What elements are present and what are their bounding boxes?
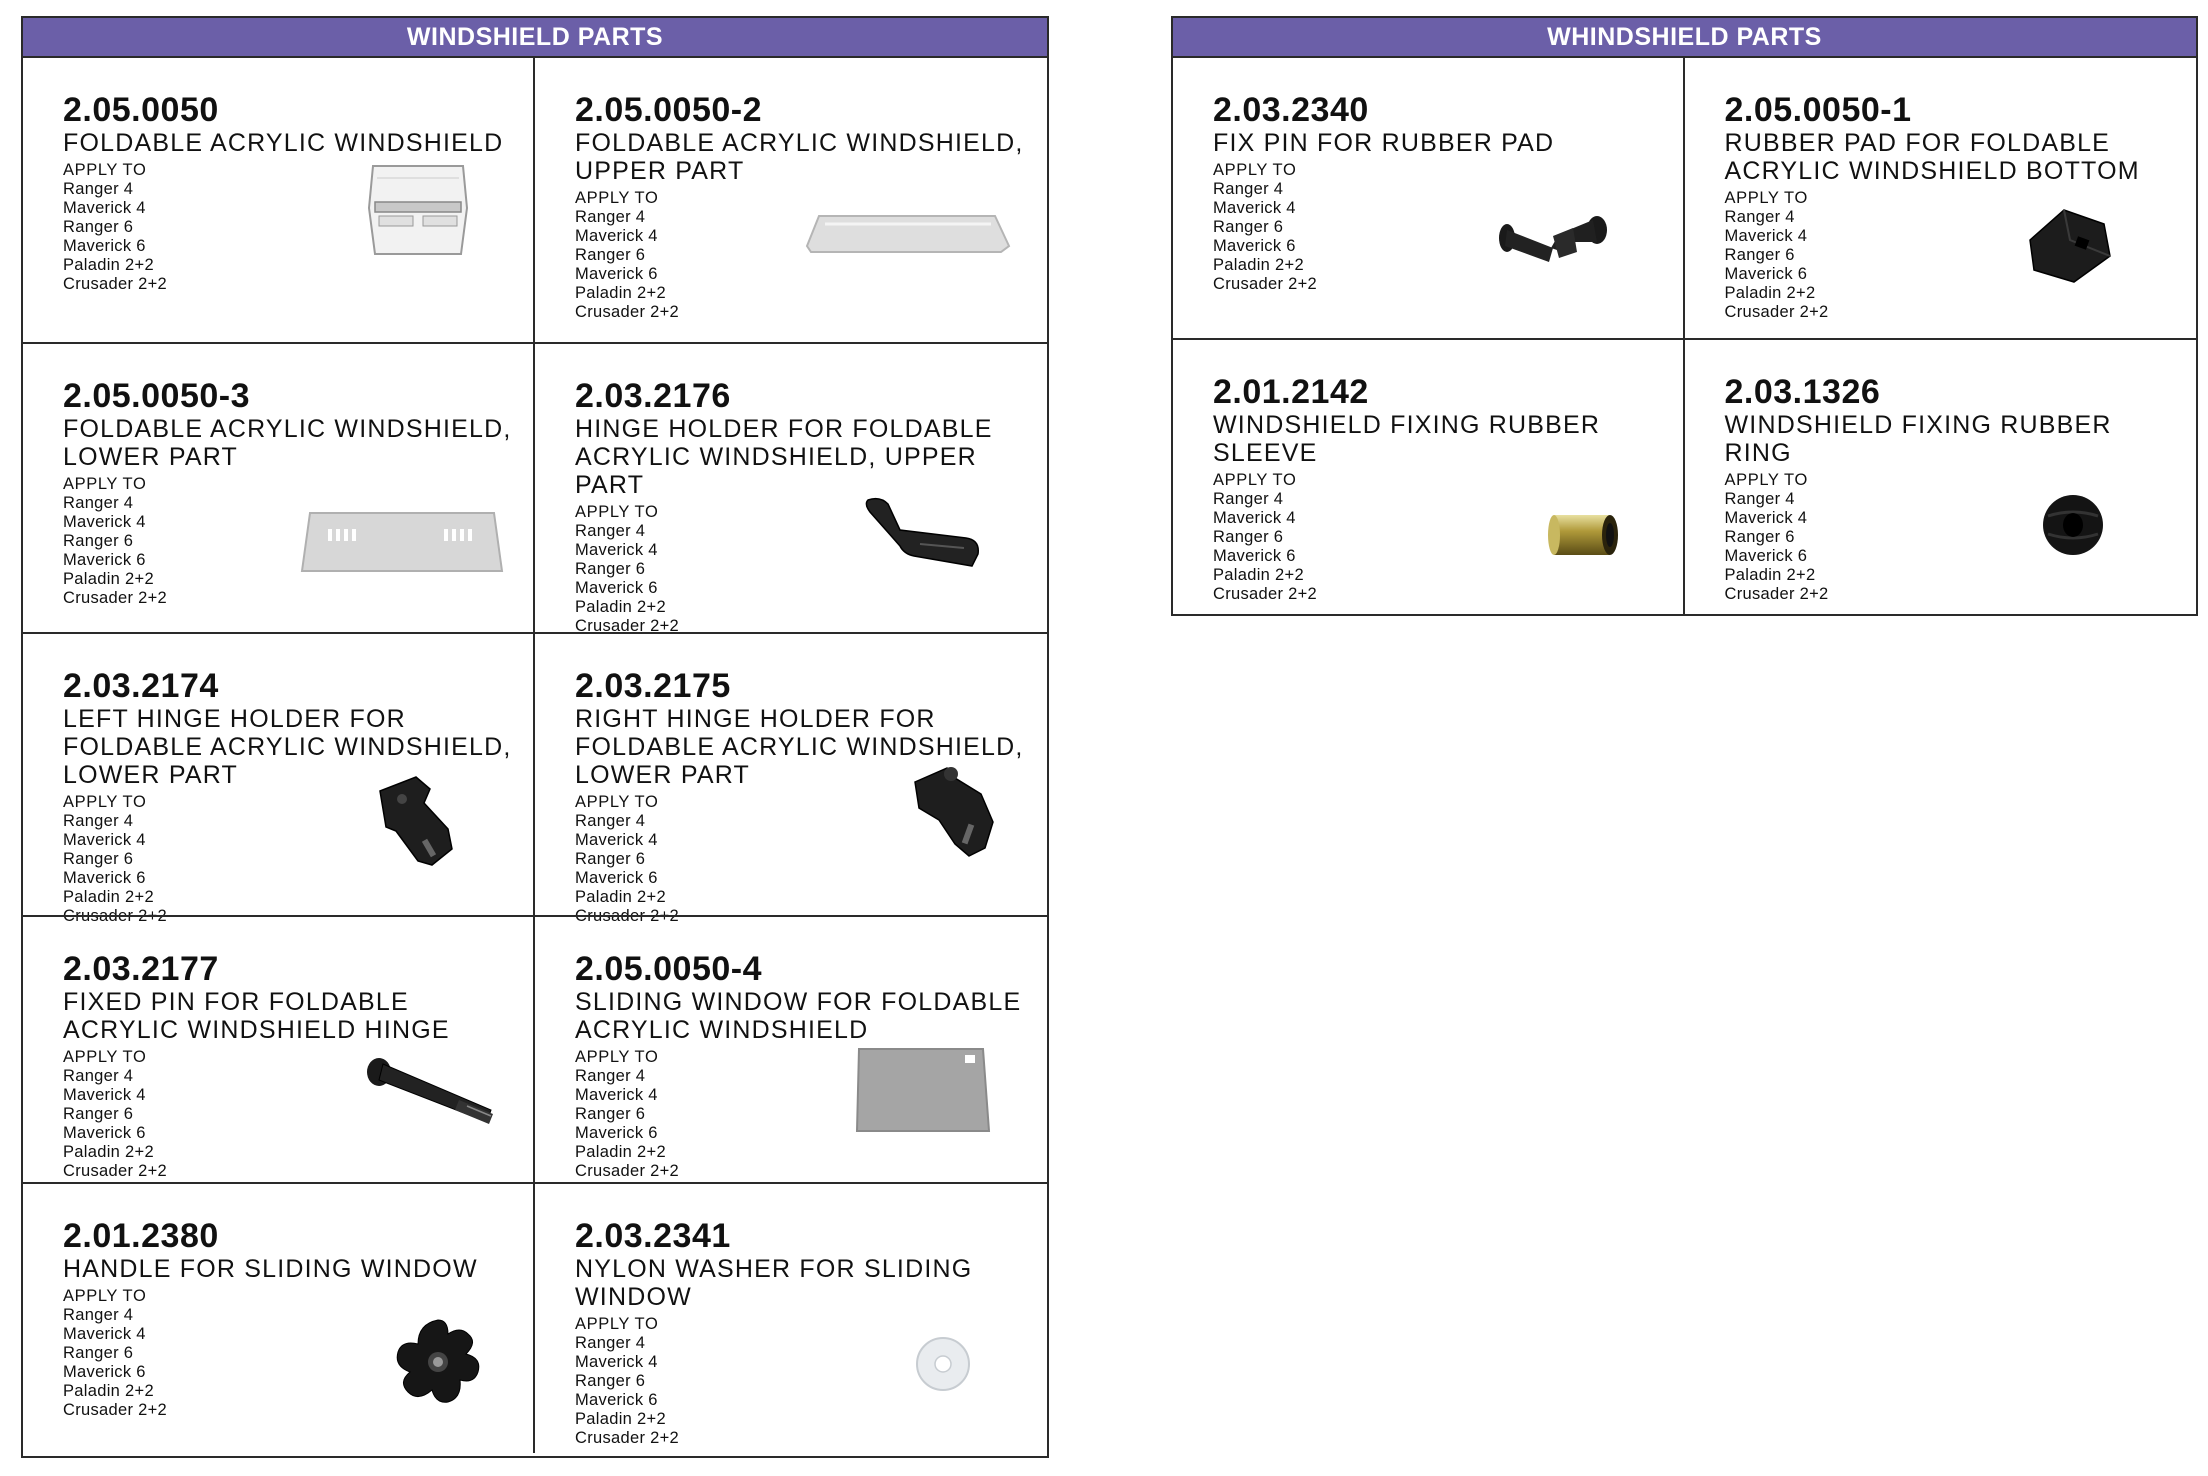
foldable-windshield-image — [363, 158, 473, 258]
windshield-lower-part-image — [298, 509, 508, 579]
apply-to-label: APPLY TO — [63, 1048, 147, 1066]
part-title: LEFT HINGE HOLDER FOR FOLDABLE ACRYLIC WINDSHIELD, LOWER PART — [63, 705, 512, 789]
part-title: SLIDING WINDOW FOR FOLDABLE ACRYLIC WINDSHIELD — [575, 988, 1022, 1044]
model-item: Paladin 2+2 — [575, 1143, 666, 1161]
part-code: 2.05.0050-2 — [575, 91, 762, 129]
model-item: Crusader 2+2 — [63, 907, 168, 925]
apply-to-label: APPLY TO — [575, 189, 659, 207]
part-title: FIXED PIN FOR FOLDABLE ACRYLIC WINDSHIELD HINGE — [63, 988, 450, 1044]
model-item: Maverick 6 — [63, 869, 146, 887]
model-item: Maverick 4 — [1213, 199, 1296, 217]
model-item: Ranger 4 — [1724, 490, 1795, 508]
apply-to-label: APPLY TO — [63, 475, 147, 493]
model-item: Ranger 4 — [575, 1067, 646, 1085]
part-code: 2.03.2341 — [575, 1217, 731, 1255]
part-title: FIX PIN FOR RUBBER PAD — [1213, 129, 1555, 157]
model-item: Ranger 6 — [63, 1105, 134, 1123]
part-code: 2.03.2340 — [1213, 91, 1369, 129]
model-item: Ranger 6 — [63, 532, 134, 550]
model-item: Maverick 4 — [1213, 509, 1296, 527]
model-item: Ranger 4 — [1724, 208, 1795, 226]
model-item: Paladin 2+2 — [63, 256, 154, 274]
model-item: Ranger 4 — [575, 522, 646, 540]
part-title: RUBBER PAD FOR FOLDABLE ACRYLIC WINDSHIELD BOTTOM — [1724, 129, 2140, 185]
model-item: Maverick 4 — [575, 227, 658, 245]
part-code: 2.03.1326 — [1724, 373, 1881, 411]
apply-to-label: APPLY TO — [1724, 189, 1808, 207]
part-code: 2.05.0050 — [63, 91, 219, 129]
right-catalog-header: WHINDSHIELD PARTS — [1173, 18, 2196, 58]
model-item: Maverick 6 — [63, 1124, 146, 1142]
model-item: Paladin 2+2 — [1724, 566, 1816, 584]
model-item: Ranger 6 — [1213, 528, 1284, 546]
model-item: Maverick 6 — [575, 869, 658, 887]
model-item: Maverick 4 — [575, 1086, 658, 1104]
right-catalog-panel — [1171, 16, 2198, 616]
model-item: Ranger 4 — [575, 1334, 646, 1352]
part-code: 2.03.2177 — [63, 950, 219, 988]
rubber-ring-image — [2038, 490, 2108, 560]
model-item: Maverick 6 — [575, 1391, 658, 1409]
part-code: 2.03.2176 — [575, 377, 731, 415]
model-item: Ranger 6 — [1213, 218, 1284, 236]
apply-to-label: APPLY TO — [575, 1048, 659, 1066]
model-item: Maverick 6 — [1213, 237, 1296, 255]
part-code: 2.05.0050-4 — [575, 950, 762, 988]
model-item: Paladin 2+2 — [575, 598, 666, 616]
model-item: Paladin 2+2 — [1213, 256, 1304, 274]
apply-to-label: APPLY TO — [63, 793, 147, 811]
part-code: 2.03.2174 — [63, 667, 219, 705]
model-item: Crusader 2+2 — [1213, 585, 1318, 603]
model-item: Ranger 4 — [63, 180, 134, 198]
model-item: Ranger 4 — [63, 494, 134, 512]
model-item: Crusader 2+2 — [575, 907, 680, 925]
left-hinge-holder-image — [368, 769, 468, 869]
model-list — [1725, 208, 2197, 322]
model-item: Ranger 6 — [1724, 246, 1795, 264]
apply-to-label: APPLY TO — [1213, 161, 1297, 179]
apply-to-label: APPLY TO — [1724, 471, 1808, 489]
part-card — [23, 632, 535, 925]
model-item: Ranger 4 — [575, 812, 646, 830]
hinge-holder-upper-image — [860, 494, 990, 574]
model-item: Crusader 2+2 — [575, 617, 680, 635]
model-item: Crusader 2+2 — [63, 589, 168, 607]
model-list — [575, 1334, 1047, 1448]
apply-to-label: APPLY TO — [575, 1315, 659, 1333]
model-item: Paladin 2+2 — [1213, 566, 1304, 584]
model-item: Maverick 4 — [63, 831, 146, 849]
model-item: Maverick 6 — [575, 265, 658, 283]
part-card — [23, 58, 535, 342]
part-code: 2.01.2142 — [1213, 373, 1369, 411]
part-card — [23, 1182, 535, 1453]
model-item: Maverick 4 — [575, 541, 658, 559]
part-card — [535, 1182, 1047, 1453]
model-item: Paladin 2+2 — [1724, 284, 1816, 302]
model-item: Ranger 6 — [575, 246, 646, 264]
part-code: 2.03.2175 — [575, 667, 731, 705]
model-item: Maverick 4 — [1724, 227, 1808, 245]
part-card — [1685, 338, 2197, 616]
part-card — [535, 342, 1047, 635]
model-item: Maverick 4 — [63, 513, 146, 531]
model-item: Ranger 4 — [1213, 490, 1284, 508]
model-item: Paladin 2+2 — [63, 570, 154, 588]
model-item: Maverick 6 — [63, 237, 146, 255]
part-title: HINGE HOLDER FOR FOLDABLE ACRYLIC WINDSHIELD, UPPER PART — [575, 415, 993, 499]
model-item: Maverick 4 — [575, 1353, 658, 1371]
model-item: Maverick 4 — [63, 1325, 146, 1343]
part-title: WINDSHIELD FIXING RUBBER SLEEVE — [1213, 411, 1601, 467]
model-item: Paladin 2+2 — [575, 1410, 666, 1428]
part-card — [1173, 58, 1685, 338]
rubber-pad-image — [2020, 200, 2120, 290]
part-title: FOLDABLE ACRYLIC WINDSHIELD, UPPER PART — [575, 129, 1024, 185]
fixed-pin-image — [363, 1052, 503, 1132]
part-title: HANDLE FOR SLIDING WINDOW — [63, 1255, 478, 1283]
apply-to-label: APPLY TO — [575, 793, 659, 811]
part-title: FOLDABLE ACRYLIC WINDSHIELD, LOWER PART — [63, 415, 512, 471]
model-item: Crusader 2+2 — [1724, 303, 1829, 321]
nylon-washer-image — [913, 1334, 973, 1394]
model-item: Ranger 6 — [63, 1344, 134, 1362]
model-item: Ranger 6 — [575, 560, 646, 578]
left-parts-grid — [23, 58, 1047, 1458]
model-item: Ranger 4 — [63, 1067, 134, 1085]
model-item: Crusader 2+2 — [1724, 585, 1829, 603]
right-parts-grid — [1173, 58, 2196, 616]
part-card — [535, 632, 1047, 925]
model-item: Paladin 2+2 — [575, 284, 666, 302]
model-item: Crusader 2+2 — [63, 1401, 168, 1419]
part-code: 2.01.2380 — [63, 1217, 219, 1255]
part-card — [23, 342, 535, 632]
apply-to-label: APPLY TO — [1213, 471, 1297, 489]
model-item: Maverick 4 — [1724, 509, 1808, 527]
model-item: Ranger 6 — [63, 850, 134, 868]
model-item: Crusader 2+2 — [575, 1162, 680, 1180]
model-item: Crusader 2+2 — [575, 303, 680, 321]
model-item: Paladin 2+2 — [575, 888, 666, 906]
windshield-upper-part-image — [805, 208, 1015, 268]
left-catalog-header: WINDSHIELD PARTS — [23, 18, 1047, 58]
part-card — [535, 58, 1047, 342]
model-item: Maverick 4 — [63, 1086, 146, 1104]
model-item: Crusader 2+2 — [63, 275, 168, 293]
part-card — [1685, 58, 2197, 338]
part-title: WINDSHIELD FIXING RUBBER RING — [1724, 411, 2112, 467]
model-item: Crusader 2+2 — [1213, 275, 1318, 293]
model-item: Crusader 2+2 — [575, 1429, 680, 1447]
model-item: Ranger 6 — [575, 1105, 646, 1123]
model-item: Crusader 2+2 — [63, 1162, 168, 1180]
model-item: Paladin 2+2 — [63, 1382, 154, 1400]
left-catalog-panel — [21, 16, 1049, 1458]
model-item: Ranger 6 — [1724, 528, 1795, 546]
part-code: 2.05.0050-3 — [63, 377, 250, 415]
model-item: Maverick 6 — [575, 1124, 658, 1142]
model-item: Paladin 2+2 — [63, 1143, 154, 1161]
fix-pin-rubber-pad-image — [1493, 208, 1613, 288]
model-item: Ranger 6 — [63, 218, 134, 236]
part-code: 2.05.0050-1 — [1724, 91, 1912, 129]
part-card — [535, 915, 1047, 1182]
model-item: Maverick 4 — [575, 831, 658, 849]
model-item: Maverick 6 — [63, 1363, 146, 1381]
model-item: Ranger 4 — [1213, 180, 1284, 198]
model-item: Maverick 6 — [575, 579, 658, 597]
apply-to-label: APPLY TO — [63, 1287, 147, 1305]
model-item: Maverick 6 — [63, 551, 146, 569]
part-title: NYLON WASHER FOR SLIDING WINDOW — [575, 1255, 973, 1311]
right-hinge-holder-image — [905, 764, 1005, 864]
model-item: Ranger 6 — [575, 1372, 646, 1390]
model-list — [1725, 490, 2197, 604]
model-item: Paladin 2+2 — [63, 888, 154, 906]
part-card — [1173, 338, 1685, 616]
model-item: Ranger 4 — [63, 1306, 134, 1324]
model-item: Ranger 4 — [575, 208, 646, 226]
model-item: Maverick 6 — [1724, 547, 1808, 565]
model-item: Maverick 4 — [63, 199, 146, 217]
star-knob-handle-image — [388, 1314, 488, 1414]
part-card — [23, 915, 535, 1182]
apply-to-label: APPLY TO — [575, 503, 659, 521]
model-item: Maverick 6 — [1724, 265, 1808, 283]
part-title: RIGHT HINGE HOLDER FOR FOLDABLE ACRYLIC WINDSHIELD, LOWER PART — [575, 705, 1024, 789]
rubber-sleeve-image — [1546, 505, 1626, 565]
part-title: FOLDABLE ACRYLIC WINDSHIELD — [63, 129, 504, 157]
model-item: Ranger 4 — [63, 812, 134, 830]
model-item: Ranger 6 — [575, 850, 646, 868]
sliding-window-image — [853, 1045, 993, 1135]
model-item: Maverick 6 — [1213, 547, 1296, 565]
apply-to-label: APPLY TO — [63, 161, 147, 179]
